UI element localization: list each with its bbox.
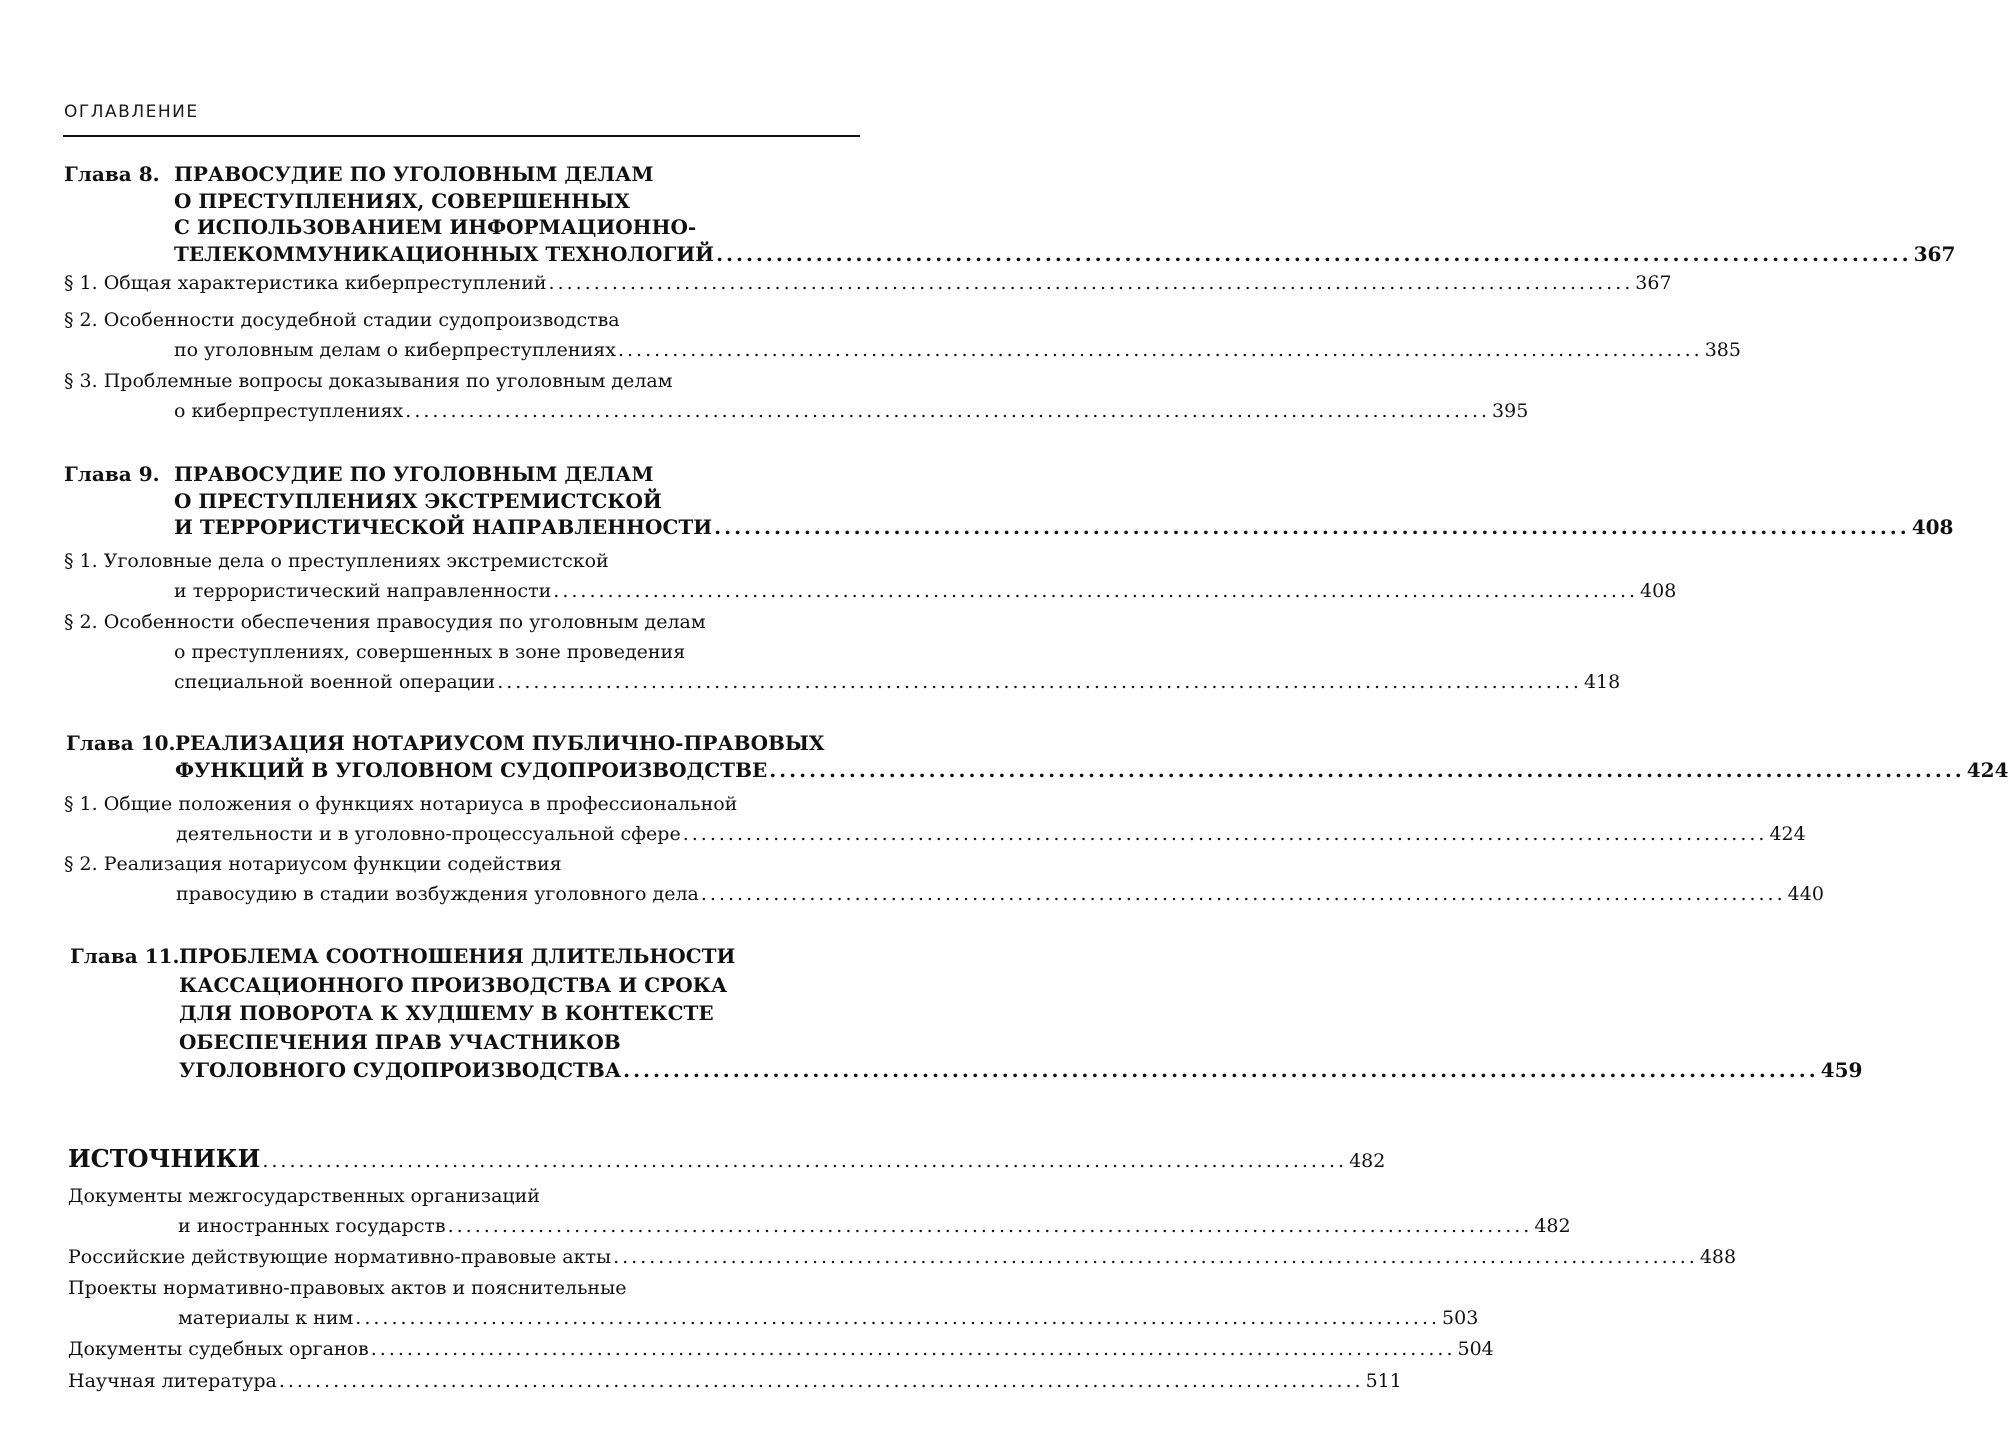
leader-dots: ........................................................................................................................: [355, 1307, 1441, 1329]
chapter-label: Глава 11.: [70, 944, 180, 968]
source-line: [0, 1272, 860, 1304]
section-entry: [174, 395, 1529, 427]
source-line: [0, 1302, 1479, 1334]
chapter-entry: [179, 1054, 1863, 1086]
entry-text: Научная литература: [68, 1370, 277, 1392]
chapter-entry: [174, 238, 1956, 270]
section-line: [0, 304, 860, 336]
section-entry: [174, 575, 1677, 607]
chapter-entry: [175, 754, 2009, 786]
section-text: § 2. Реализация нотариусом функции содействия: [64, 853, 562, 875]
page-number: 367: [1913, 241, 1956, 266]
page-number: 408: [1640, 580, 1677, 602]
leader-dots: ........................................................................................................................: [714, 515, 1910, 539]
chapter-label: Глава 10.: [66, 731, 176, 755]
leader-dots: ........................................................................................................................: [623, 1058, 1819, 1082]
page-number: 424: [1769, 823, 1806, 845]
chapter-entry: [174, 511, 1954, 543]
sources-heading-line: [0, 1143, 1386, 1175]
entry-text: деятельности и в уголовно-процессуальной сфере: [176, 823, 681, 845]
section-line: [0, 818, 1806, 850]
section-line: [0, 334, 1741, 366]
section-line: [0, 606, 860, 638]
page-number: 440: [1787, 883, 1824, 905]
page-number: 503: [1442, 1307, 1479, 1329]
leader-dots: ........................................................................................................................: [769, 758, 1965, 782]
leader-dots: ........................................................................................................................: [716, 241, 1912, 266]
header-rule: [63, 135, 860, 137]
leader-dots: ........................................................................................................................: [682, 823, 1768, 845]
section-text: § 2. Особенности досудебной стадии судопроизводства: [64, 309, 620, 331]
section-line: [0, 636, 860, 668]
entry-text: Документы судебных органов: [68, 1338, 369, 1360]
section-text: § 2. Особенности обеспечения правосудия по уголовным делам: [64, 611, 706, 633]
source-entry: [178, 1302, 1479, 1334]
leader-dots: ........................................................................................................................: [405, 400, 1491, 422]
chapter-title-text: ДЛЯ ПОВОРОТА К ХУДШЕМУ В КОНТЕКСТЕ: [179, 1001, 714, 1025]
chapter-title-text: РЕАЛИЗАЦИЯ НОТАРИУСОМ ПУБЛИЧНО-ПРАВОВЫХ: [175, 731, 825, 755]
page-number: 424: [1966, 758, 2009, 782]
source-entry: [178, 1210, 1571, 1242]
entry-text: ТЕЛЕКОММУНИКАЦИОННЫХ ТЕХНОЛОГИЙ: [174, 241, 715, 266]
entry-text: Российские действующие нормативно-правовые акты: [68, 1246, 612, 1268]
section-line: [0, 878, 1824, 910]
leader-dots: ........................................................................................................................: [262, 1150, 1348, 1172]
page-number: 408: [1911, 515, 1954, 539]
leader-dots: ........................................................................................................................: [700, 883, 1786, 905]
page-number: 482: [1534, 1215, 1571, 1237]
chapter-title-line: [0, 238, 1956, 270]
source-line: [0, 1210, 1571, 1242]
entry-text: и иностранных государств: [178, 1215, 446, 1237]
chapter-title-line: [0, 997, 860, 1029]
section-text: о преступлениях, совершенных в зоне проведения: [174, 641, 686, 663]
page-number: 459: [1820, 1058, 1863, 1082]
source-entry: [68, 1365, 1402, 1397]
section-text: § 1. Уголовные дела о преступлениях экстремистской: [64, 550, 609, 572]
entry-text: ФУНКЦИЙ В УГОЛОВНОМ СУДОПРОИЗВОДСТВЕ: [175, 758, 768, 782]
page-number: 511: [1365, 1370, 1402, 1392]
section-line: [0, 788, 860, 820]
section-text: § 3. Проблемные вопросы доказывания по уголовным делам: [64, 370, 673, 392]
entry-text: по уголовным делам о киберпреступлениях: [174, 339, 616, 361]
section-entry: [64, 267, 1672, 299]
source-line: [0, 1241, 1737, 1273]
page-number: 504: [1457, 1338, 1494, 1360]
chapter-title-text: ОБЕСПЕЧЕНИЯ ПРАВ УЧАСТНИКОВ: [179, 1029, 621, 1054]
section-line: [0, 267, 1672, 299]
leader-dots: ........................................................................................................................: [553, 580, 1639, 602]
source-entry: [68, 1241, 1737, 1273]
entry-text: правосудию в стадии возбуждения уголовного дела: [176, 883, 699, 905]
section-line: [0, 666, 1621, 698]
source-line: [0, 1333, 1494, 1365]
chapter-title-line: [0, 1054, 1863, 1086]
entry-text: § 1. Общая характеристика киберпреступлений: [64, 272, 547, 294]
page-number: 418: [1583, 671, 1621, 693]
source-entry: [68, 1333, 1494, 1365]
page-number: 488: [1699, 1246, 1737, 1268]
source-text: Документы межгосударственных организаций: [68, 1185, 540, 1207]
entry-text: УГОЛОВНОГО СУДОПРОИЗВОДСТВА: [179, 1058, 622, 1082]
entry-text: и террористический направленности: [174, 580, 552, 602]
chapter-title-line: [0, 754, 2009, 786]
source-line: [0, 1180, 860, 1212]
entry-text: материалы к ним: [178, 1307, 354, 1329]
chapter-title-text: С ИСПОЛЬЗОВАНИЕМ ИНФОРМАЦИОННО-: [174, 215, 697, 239]
section-entry: [174, 666, 1621, 698]
leader-dots: ........................................................................................................................: [278, 1370, 1364, 1392]
chapter-title-text: О ПРЕСТУПЛЕНИЯХ, СОВЕРШЕННЫХ: [174, 188, 630, 213]
entry-text: о киберпреступлениях: [174, 400, 404, 422]
sources-entry: [68, 1143, 1386, 1177]
section-entry: [176, 818, 1806, 850]
section-line: [0, 545, 860, 577]
page-header: ОГЛАВЛЕНИЕ: [64, 102, 199, 122]
leader-dots: ........................................................................................................................: [617, 339, 1703, 361]
chapter-title-line: [0, 511, 1954, 543]
leader-dots: ........................................................................................................................: [613, 1246, 1698, 1268]
section-line: [0, 395, 1529, 427]
leader-dots: ........................................................................................................................: [370, 1338, 1456, 1360]
page-number: 367: [1635, 272, 1672, 294]
section-line: [0, 848, 860, 880]
entry-text: ИСТОЧНИКИ: [68, 1144, 261, 1173]
leader-dots: ........................................................................................................................: [497, 671, 1582, 693]
chapter-title-line: [0, 1026, 860, 1058]
section-line: [0, 575, 1677, 607]
source-text: Проекты нормативно-правовых актов и пояснительные: [68, 1277, 627, 1299]
page-number: 395: [1492, 400, 1529, 422]
section-line: [0, 365, 860, 397]
chapter-title-line: [0, 969, 860, 1001]
chapter-title-text: ПРАВОСУДИЕ ПО УГОЛОВНЫМ ДЕЛАМ: [174, 462, 654, 486]
chapter-title-text: О ПРЕСТУПЛЕНИЯХ ЭКСТРЕМИСТСКОЙ: [174, 488, 662, 513]
chapter-label: Глава 9.: [64, 462, 160, 486]
entry-text: И ТЕРРОРИСТИЧЕСКОЙ НАПРАВЛЕННОСТИ: [174, 515, 713, 539]
chapter-title-text: КАССАЦИОННОГО ПРОИЗВОДСТВА И СРОКА: [179, 972, 728, 997]
leader-dots: ........................................................................................................................: [548, 272, 1634, 294]
section-entry: [174, 334, 1741, 366]
chapter-title-text: ПРАВОСУДИЕ ПО УГОЛОВНЫМ ДЕЛАМ: [174, 162, 654, 186]
source-line: [0, 1365, 1402, 1397]
section-text: § 1. Общие положения о функциях нотариуса в профессиональной: [64, 793, 738, 815]
chapter-title-text: ПРОБЛЕМА СООТНОШЕНИЯ ДЛИТЕЛЬНОСТИ: [179, 944, 736, 968]
page-number: 482: [1349, 1150, 1386, 1172]
page-number: 385: [1704, 339, 1741, 361]
leader-dots: ........................................................................................................................: [447, 1215, 1533, 1237]
section-entry: [176, 878, 1824, 910]
chapter-title-line: [0, 940, 860, 972]
entry-text: специальной военной операции: [174, 671, 496, 693]
chapter-label: Глава 8.: [64, 162, 160, 186]
